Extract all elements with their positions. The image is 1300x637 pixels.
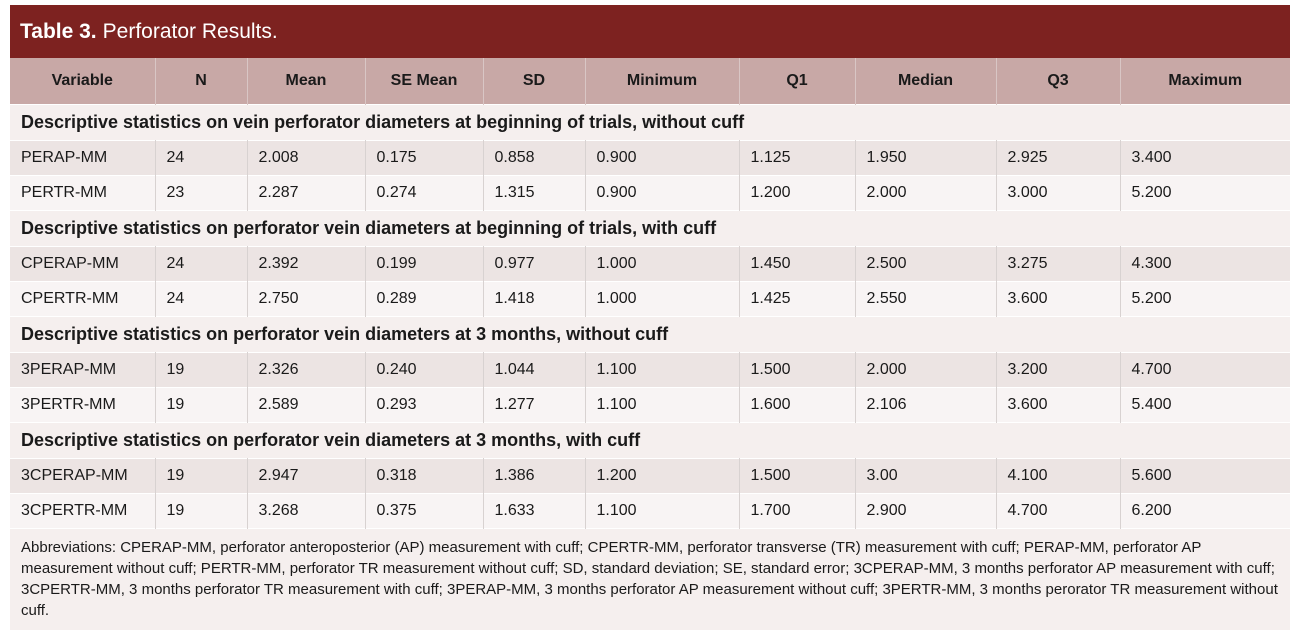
section-heading-row: [10, 211, 1290, 247]
table-cell: 1.700: [739, 494, 855, 529]
table-cell: 0.900: [585, 176, 739, 211]
table-row: [10, 176, 1290, 211]
table-cell: 1.044: [483, 353, 585, 388]
table-cell: 1.500: [739, 353, 855, 388]
table-cell: 6.200: [1120, 494, 1290, 529]
table-cell: 0.240: [365, 353, 483, 388]
results-table-container: [10, 5, 1290, 630]
table-cell: 1.600: [739, 388, 855, 423]
table-cell: 0.858: [483, 141, 585, 176]
table-cell: 0.375: [365, 494, 483, 529]
table-cell: 19: [155, 494, 247, 529]
table-cell: 19: [155, 353, 247, 388]
table-row: [10, 282, 1290, 317]
table-cell: CPERAP-MM: [10, 247, 155, 282]
section-heading: Descriptive statistics on perforator vein diameters at beginning of trials, with cuff: [10, 211, 1290, 247]
table-cell: 3.200: [996, 353, 1120, 388]
table-cell: 2.589: [247, 388, 365, 423]
table-cell: 3.600: [996, 388, 1120, 423]
table-cell: 1.100: [585, 388, 739, 423]
section-heading: Descriptive statistics on perforator vein diameters at 3 months, with cuff: [10, 423, 1290, 459]
table-cell: 1.200: [585, 459, 739, 494]
table-cell: 1.450: [739, 247, 855, 282]
table-cell: 4.700: [1120, 353, 1290, 388]
table-cell: 1.277: [483, 388, 585, 423]
perforator-results-table: [10, 58, 1290, 630]
table-cell: 1.315: [483, 176, 585, 211]
footnote-row: [10, 529, 1290, 631]
table-label: Table 3.: [20, 19, 97, 43]
table-cell: PERAP-MM: [10, 141, 155, 176]
table-cell: 0.977: [483, 247, 585, 282]
table-cell: 1.425: [739, 282, 855, 317]
column-header: SE Mean: [365, 58, 483, 105]
table-cell: 2.947: [247, 459, 365, 494]
table-cell: 2.326: [247, 353, 365, 388]
section-heading-row: [10, 317, 1290, 353]
abbreviations-footnote: Abbreviations: CPERAP-MM, perforator anteroposterior (AP) measurement with cuff; CPERTR-MM, perforator transverse (TR) measurement with cuff; PERAP-MM, perforator AP measurement without cuff; PERTR-MM, perforator TR measurement without cuff; SD, standard deviation; SE, standard error; 3CPERAP-MM, 3 months perforator AP measurement with cuff; 3CPERTR-MM, 3 months perforator TR measurement with cuff; 3PERAP-MM, 3 months perforator AP measurement without cuff; 3PERTR-MM, 3 months perorator TR measurement without cuff.: [10, 529, 1290, 631]
table-title-bar: [10, 5, 1290, 58]
table-cell: 3.275: [996, 247, 1120, 282]
table-cell: 2.008: [247, 141, 365, 176]
column-header: Minimum: [585, 58, 739, 105]
table-row: [10, 459, 1290, 494]
table-cell: 24: [155, 247, 247, 282]
table-cell: 4.300: [1120, 247, 1290, 282]
table-cell: 3.000: [996, 176, 1120, 211]
table-row: [10, 388, 1290, 423]
table-cell: 3CPERTR-MM: [10, 494, 155, 529]
table-cell: 1.100: [585, 353, 739, 388]
table-cell: 1.386: [483, 459, 585, 494]
table-cell: 2.550: [855, 282, 996, 317]
table-cell: 3.600: [996, 282, 1120, 317]
table-cell: 24: [155, 282, 247, 317]
table-cell: 2.000: [855, 353, 996, 388]
table-cell: 2.000: [855, 176, 996, 211]
column-header: Maximum: [1120, 58, 1290, 105]
table-cell: 3.00: [855, 459, 996, 494]
table-cell: 2.900: [855, 494, 996, 529]
section-heading-row: [10, 423, 1290, 459]
table-cell: 2.287: [247, 176, 365, 211]
column-header: Mean: [247, 58, 365, 105]
table-cell: 0.175: [365, 141, 483, 176]
table-cell: 5.400: [1120, 388, 1290, 423]
table-cell: 1.200: [739, 176, 855, 211]
table-cell: 2.392: [247, 247, 365, 282]
column-header: Q3: [996, 58, 1120, 105]
table-cell: 2.500: [855, 247, 996, 282]
table-cell: 3.400: [1120, 141, 1290, 176]
table-cell: 4.100: [996, 459, 1120, 494]
table-cell: 19: [155, 388, 247, 423]
column-header: Variable: [10, 58, 155, 105]
table-cell: 2.925: [996, 141, 1120, 176]
table-cell: 0.900: [585, 141, 739, 176]
table-cell: 3PERTR-MM: [10, 388, 155, 423]
table-cell: 2.750: [247, 282, 365, 317]
table-cell: 1.500: [739, 459, 855, 494]
section-heading: Descriptive statistics on vein perforator diameters at beginning of trials, without cuff: [10, 105, 1290, 141]
table-cell: 0.289: [365, 282, 483, 317]
table-title: Perforator Results.: [102, 19, 278, 43]
column-header: Median: [855, 58, 996, 105]
table-cell: 19: [155, 459, 247, 494]
table-cell: 1.633: [483, 494, 585, 529]
table-cell: 5.200: [1120, 282, 1290, 317]
table-cell: 23: [155, 176, 247, 211]
table-row: [10, 247, 1290, 282]
table-cell: 5.200: [1120, 176, 1290, 211]
table-cell: 5.600: [1120, 459, 1290, 494]
section-heading: Descriptive statistics on perforator vein diameters at 3 months, without cuff: [10, 317, 1290, 353]
table-cell: 1.418: [483, 282, 585, 317]
header-row: [10, 58, 1290, 105]
column-header: N: [155, 58, 247, 105]
table-cell: 1.100: [585, 494, 739, 529]
table-body: [10, 105, 1290, 631]
table-cell: 4.700: [996, 494, 1120, 529]
table-cell: 3.268: [247, 494, 365, 529]
table-cell: 0.199: [365, 247, 483, 282]
table-cell: PERTR-MM: [10, 176, 155, 211]
table-cell: 0.318: [365, 459, 483, 494]
table-cell: 1.125: [739, 141, 855, 176]
table-cell: 24: [155, 141, 247, 176]
column-header: SD: [483, 58, 585, 105]
table-cell: 2.106: [855, 388, 996, 423]
table-cell: 1.950: [855, 141, 996, 176]
table-cell: CPERTR-MM: [10, 282, 155, 317]
section-heading-row: [10, 105, 1290, 141]
table-cell: 3PERAP-MM: [10, 353, 155, 388]
table-cell: 1.000: [585, 282, 739, 317]
table-cell: 0.293: [365, 388, 483, 423]
table-row: [10, 353, 1290, 388]
table-cell: 1.000: [585, 247, 739, 282]
table-cell: 0.274: [365, 176, 483, 211]
table-cell: 3CPERAP-MM: [10, 459, 155, 494]
table-row: [10, 494, 1290, 529]
table-row: [10, 141, 1290, 176]
column-header: Q1: [739, 58, 855, 105]
